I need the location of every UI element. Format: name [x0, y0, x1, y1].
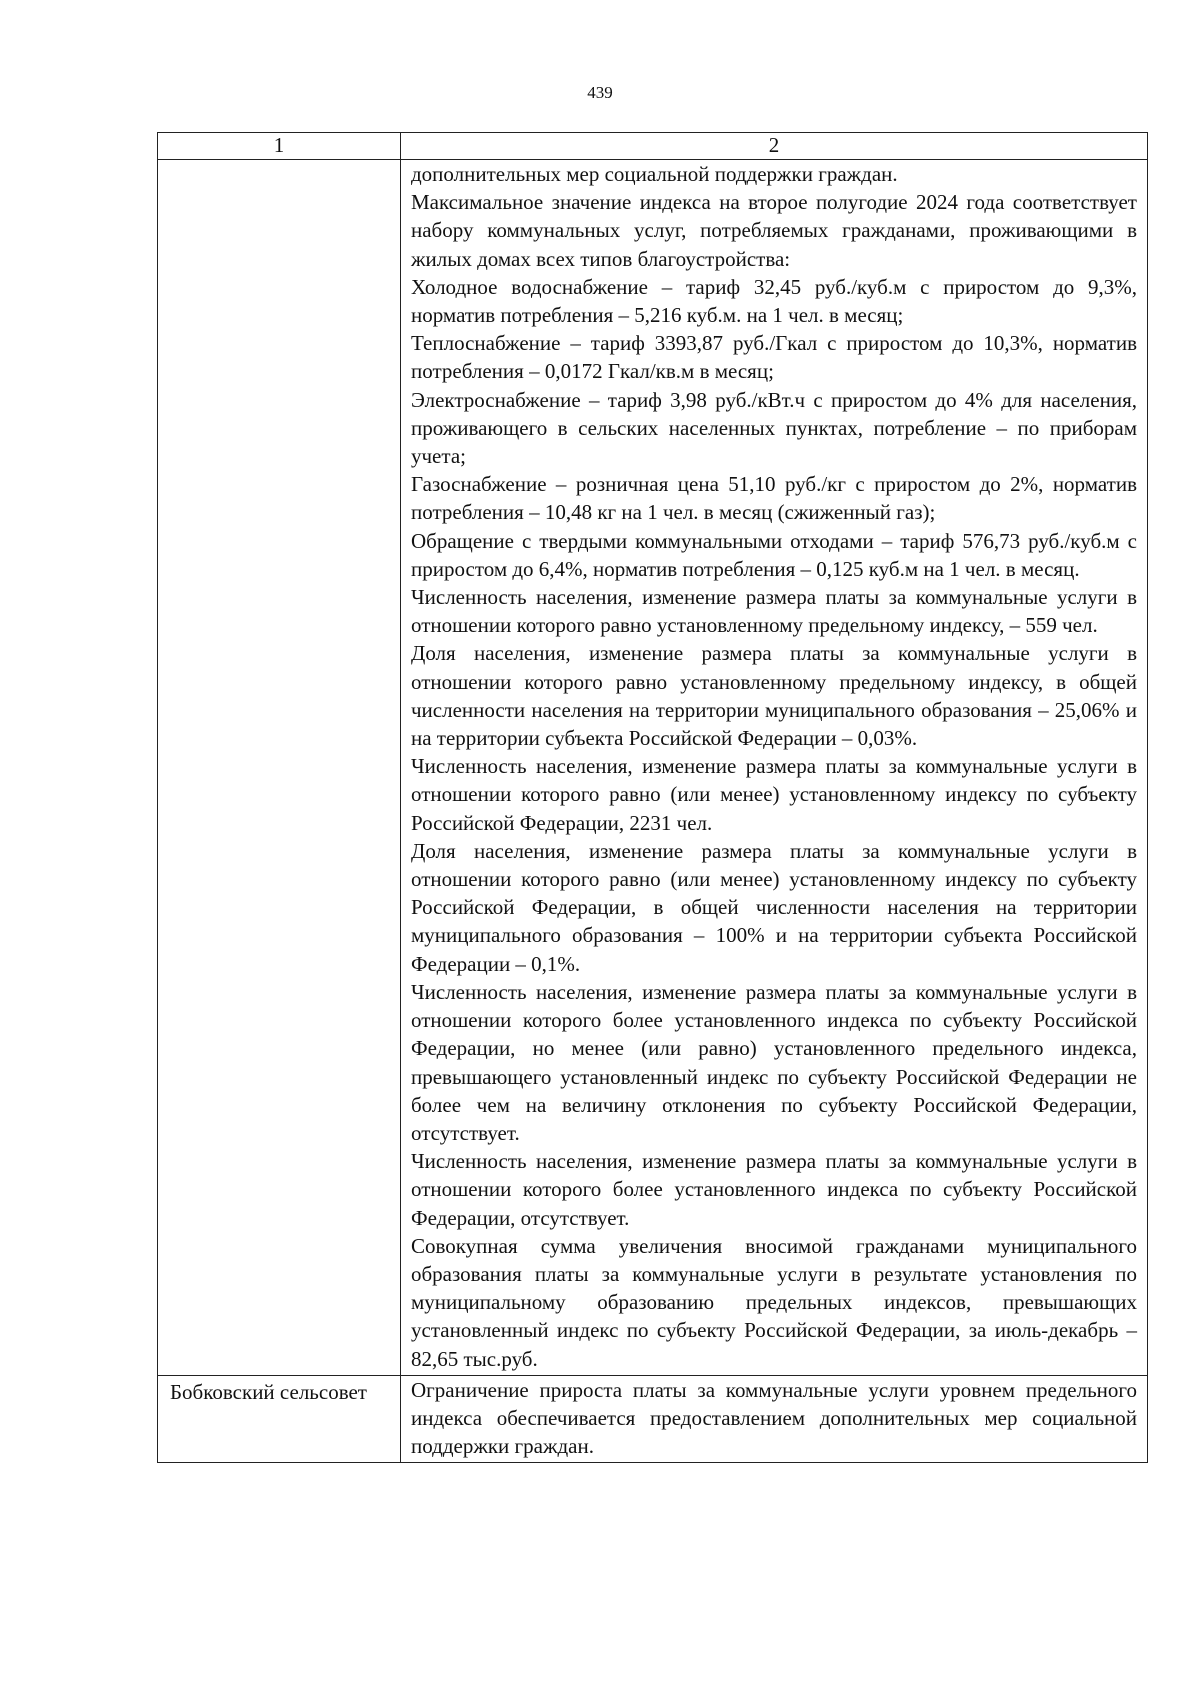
paragraph: Максимальное значение индекса на второе полугодие 2024 года соответствует набору коммунальных услуг, потребляемых гражданами, проживающими в жилых домах всех типов благоустройства: [411, 190, 1137, 271]
paragraph: Газоснабжение – розничная цена 51,10 руб./кг с приростом до 2%, норматив потребления – 10,48 кг на 1 чел. в месяц (сжиженный газ); [411, 472, 1137, 525]
paragraph: Электроснабжение – тариф 3,98 руб./кВт.ч с приростом до 4% для населения, проживающего в сельских населенных пунктах, потребление – по приборам учета; [411, 387, 1137, 469]
paragraph: Совокупная сумма увеличения вносимой гражданами муниципального образования платы за коммунальные услуги в результате установления по муниципальному образованию предельных индексов, превышающих установленный индекс по субъекту Российской Федерации, за июль-декабрь – 82,65 тыс.руб. [411, 1233, 1137, 1371]
municipality-cell [158, 160, 401, 1376]
paragraph: Теплоснабжение – тариф 3393,87 руб./Гкал с приростом до 10,3%, норматив потребления – 0,0172 Гкал/кв.м в месяц; [411, 331, 1137, 384]
paragraph: Численность населения, изменение размера платы за коммунальные услуги в отношении которого равно установленному предельному индексу, – 559 чел. [411, 585, 1137, 638]
table-header-row [158, 133, 1148, 160]
column-header-1: 1 [158, 133, 401, 160]
paragraph: дополнительных мер социальной поддержки граждан. [411, 162, 898, 186]
paragraph: Численность населения, изменение размера платы за коммунальные услуги в отношении которого равно (или менее) установленному индексу по субъекту Российской Федерации, 2231 чел. [411, 754, 1137, 835]
paragraph: Численность населения, изменение размера платы за коммунальные услуги в отношении которого более установленного индекса по субъекту Российской Федерации, отсутствует. [411, 1149, 1137, 1230]
table-row [158, 160, 1148, 1376]
municipality-name: Бобковский сельсовет [170, 1379, 367, 1404]
municipal-index-table [157, 132, 1148, 1463]
paragraph: Численность населения, изменение размера платы за коммунальные услуги в отношении которого более установленного индекса по субъекту Российской Федерации, но менее (или равно) установленного предельного индекса, превышающего установленный индекс по субъекту Российской Федерации не более чем на величину отклонения по субъекту Российской Федерации, отсутствует. [411, 979, 1137, 1145]
municipality-cell [158, 1375, 401, 1463]
description-cell [401, 160, 1148, 1376]
page-number: 439 [587, 83, 613, 102]
table-row [158, 1375, 1148, 1463]
paragraph: Обращение с твердыми коммунальными отходами – тариф 576,73 руб./куб.м с приростом до 6,4%, норматив потребления – 0,125 куб.м на 1 чел. в месяц. [411, 528, 1137, 581]
description-cell [401, 1375, 1148, 1463]
paragraph: Доля населения, изменение размера платы за коммунальные услуги в отношении которого равно (или менее) установленному индексу по субъекту Российской Федерации, в общей численности населения на территории муниципального образования – 100% и на территории субъекта Российской Федерации – 0,1%. [411, 838, 1137, 976]
column-header-2: 2 [401, 133, 1148, 160]
paragraph: Доля населения, изменение размера платы за коммунальные услуги в отношении которого равно установленному предельному индексу, в общей численности населения на территории муниципального образования – 25,06% и на территории субъекта Российской Федерации – 0,03%. [411, 641, 1137, 751]
paragraph: Холодное водоснабжение – тариф 32,45 руб./куб.м с приростом до 9,3%, норматив потребления – 5,216 куб.м. на 1 чел. в месяц; [411, 274, 1137, 328]
paragraph: Ограничение прироста платы за коммунальные услуги уровнем предельного индекса обеспечивается предоставлением дополнительных мер социальной поддержки граждан. [411, 1377, 1137, 1459]
